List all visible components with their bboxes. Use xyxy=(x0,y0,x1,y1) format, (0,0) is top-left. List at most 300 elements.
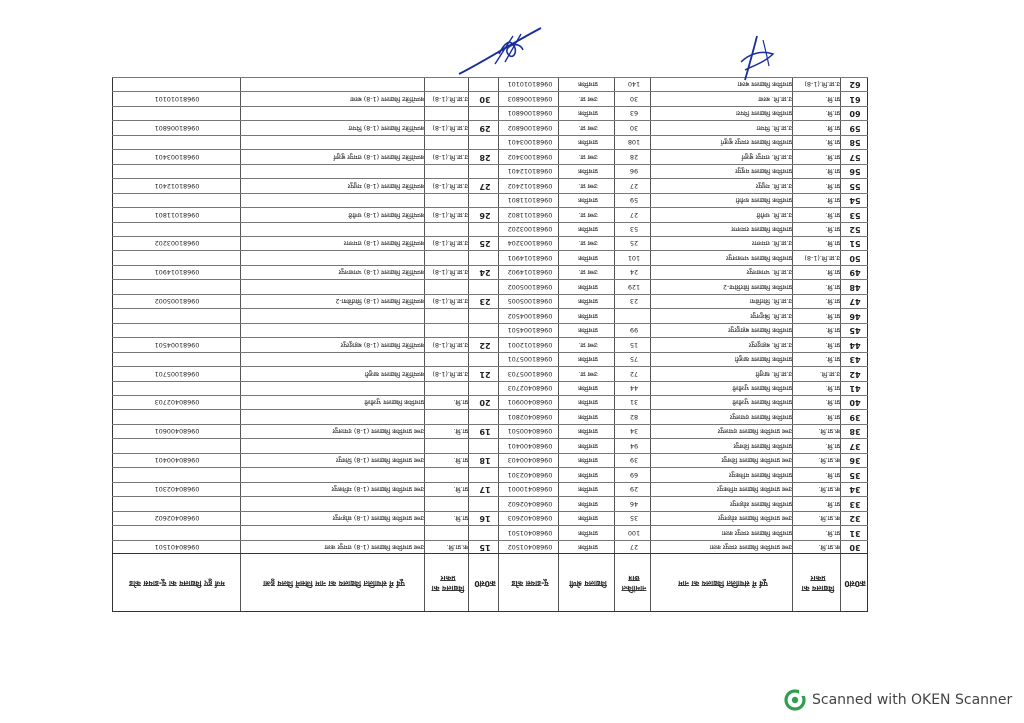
cell-cat: प्राथमिक xyxy=(578,412,598,421)
cell-n: 42 xyxy=(849,369,861,379)
cell-code2: 09680401501 xyxy=(154,543,200,551)
cell-type2 xyxy=(428,525,468,539)
cell-name2: कम्पोजिट विद्यालय (1-8) बरवा xyxy=(350,94,424,103)
cell-code2 xyxy=(114,77,240,91)
cell-name: प्राथमिक विद्यालय बरवा xyxy=(737,80,792,89)
cell-cat: प्राथमिक xyxy=(578,427,598,436)
cell-n: 53 xyxy=(849,210,861,220)
cell-type2 xyxy=(428,164,468,178)
cell-cat: प्राथमिक xyxy=(578,196,598,205)
cell-students: 35 xyxy=(629,514,639,523)
cell-name: प्राथमिक विद्यालय सोहनपुर xyxy=(730,499,792,508)
cell-type: प्रा.वि. xyxy=(825,210,840,219)
cell-type: प्रा.वि. xyxy=(825,196,840,205)
cell-code2: 09680400401 xyxy=(154,456,200,465)
cell-code2: 09681003202 xyxy=(154,239,200,248)
cell-code: 09680401501 xyxy=(507,528,553,537)
cell-name: प्राथमिक विद्यालय भुजौली xyxy=(732,384,792,392)
header-school-name: पूर्व में संचालित विद्यालय का नाम xyxy=(678,579,768,588)
cell-type2: क.प्रा.वि. xyxy=(446,543,468,551)
scanned-document xyxy=(112,77,868,612)
cell-code2 xyxy=(114,250,240,264)
cell-type2 xyxy=(428,193,468,207)
cell-n2: 19 xyxy=(479,427,491,437)
cell-name2: कम्पोजिट विद्यालय (1-8) धनौरी xyxy=(348,210,424,219)
cell-n2: 24 xyxy=(479,268,491,278)
cell-students: 28 xyxy=(629,152,639,161)
cell-name2: कम्पोजिट विद्यालय (1-8) सिरसिया-2 xyxy=(335,297,424,306)
cell-students xyxy=(618,308,650,322)
cell-cat: प्राथमिक xyxy=(578,528,598,537)
cell-cat: उच्च प्रा. xyxy=(578,152,598,161)
cell-type: प्रा.वि. xyxy=(825,109,840,118)
cell-students: 129 xyxy=(627,282,641,291)
cell-code: 09681005701 xyxy=(507,355,553,364)
cell-n2: 30 xyxy=(479,94,491,104)
cell-name: प्राथमिक विद्यालय भगवानपुर xyxy=(726,253,792,262)
cell-code2: 09680402301 xyxy=(154,485,200,494)
cell-n: 32 xyxy=(849,514,861,524)
cell-name: प्राथमिक विद्यालय खजुरी xyxy=(735,355,792,364)
cell-students: 69 xyxy=(629,470,639,479)
cell-code: 09681012401 xyxy=(507,167,553,176)
cell-n2: 22 xyxy=(479,340,491,350)
cell-code2: 09681005701 xyxy=(154,369,200,378)
cell-students: 53 xyxy=(629,225,639,233)
cell-code2 xyxy=(114,381,240,395)
cell-code2 xyxy=(114,164,240,178)
cell-students: 140 xyxy=(627,80,641,89)
cell-n2 xyxy=(472,525,498,539)
cell-type2: प्रा.वि. xyxy=(453,456,468,465)
cell-students: 82 xyxy=(629,412,639,421)
table-row xyxy=(112,467,868,481)
cell-type: प्रा.वि. xyxy=(825,340,840,349)
cell-name: उ.प्रा.वि. सिरसिया xyxy=(749,297,792,306)
cell-students: 24 xyxy=(629,268,639,277)
cell-cat: उच्च प्रा. xyxy=(578,210,598,219)
cell-code2: 09681011801 xyxy=(154,210,200,219)
table-row xyxy=(112,337,868,351)
cell-n2 xyxy=(472,193,498,207)
cell-name2: प्राथमिक विद्यालय भुजौली xyxy=(364,398,424,407)
cell-cat: उच्च प्रा. xyxy=(578,268,598,277)
cell-cat: प्राथमिक xyxy=(578,80,598,89)
cell-code: 09681006802 xyxy=(507,123,553,132)
cell-cat: प्राथमिक xyxy=(578,297,598,306)
cell-n: 33 xyxy=(849,499,861,509)
cell-name: उ.प्रा.वि. बरवा xyxy=(758,94,792,103)
cell-code: 09681014901 xyxy=(507,253,553,262)
cell-students: 59 xyxy=(629,196,639,205)
cell-n2 xyxy=(472,438,498,452)
cell-students: 15 xyxy=(629,340,639,349)
cell-n2: 18 xyxy=(479,456,491,466)
cell-name2: कम्पोजिट विद्यालय (1-8) पिपरा xyxy=(348,123,424,132)
cell-cat: उच्च प्रा. xyxy=(578,181,598,190)
cell-code: 09681012001 xyxy=(507,340,553,349)
cell-n2 xyxy=(472,308,498,322)
cell-code: 09680402703 xyxy=(507,384,553,392)
cell-code: 09681012402 xyxy=(507,181,553,190)
cell-name: प्राथमिक विद्यालय बहादुरपुर xyxy=(728,326,792,335)
cell-n2: 15 xyxy=(479,543,491,552)
cell-type2: उ.प्रा.वि.(1-8) xyxy=(432,123,468,132)
cell-students: 63 xyxy=(629,109,639,118)
watermark-text: Scanned with OKEN Scanner xyxy=(812,692,1013,708)
table-row xyxy=(112,438,868,452)
cell-name: प्राथमिक विद्यालय रामपुर कला xyxy=(721,528,792,537)
cell-name2 xyxy=(244,279,424,293)
cell-n2 xyxy=(472,323,498,337)
cell-n2: 28 xyxy=(479,152,491,162)
cell-name2 xyxy=(244,106,424,120)
cell-cat: प्राथमिक xyxy=(578,109,598,118)
cell-students: 27 xyxy=(629,543,639,551)
cell-name2: उच्च प्राथमिक विद्यालय (1-8) सोहनपुर xyxy=(332,514,424,523)
cell-cat: उच्च प्रा. xyxy=(578,369,598,378)
table-row xyxy=(112,496,868,510)
cell-cat: प्राथमिक xyxy=(578,282,598,291)
cell-name2 xyxy=(244,352,424,366)
cell-code2 xyxy=(114,438,240,452)
cell-name2: कम्पोजिट विद्यालय (1-8) भगवानपुर xyxy=(338,268,424,277)
cell-code2 xyxy=(114,525,240,539)
cell-n: 44 xyxy=(849,340,861,350)
cell-code: 09681011801 xyxy=(507,196,553,205)
table-row xyxy=(112,381,868,395)
cell-code2 xyxy=(114,352,240,366)
cell-type2 xyxy=(428,381,468,395)
cell-code2: 09681003401 xyxy=(154,152,200,161)
cell-code2 xyxy=(114,467,240,481)
table-row xyxy=(112,366,868,380)
cell-name: प्राथमिक विद्यालय मनिकपुर xyxy=(729,470,792,479)
cell-type2: उ.प्रा.वि.(1-8) xyxy=(432,369,468,378)
cell-cat: प्राथमिक xyxy=(578,499,598,508)
cell-code: 09680400901 xyxy=(507,398,553,407)
cell-n: 61 xyxy=(849,94,861,104)
cell-type: प्रा.वि. xyxy=(825,470,840,479)
cell-students: 30 xyxy=(629,123,639,132)
cell-code: 09681003402 xyxy=(507,152,553,161)
cell-cat: प्राथमिक xyxy=(578,225,598,233)
cell-cat: प्राथमिक xyxy=(578,138,598,147)
cell-code2: 09681010101 xyxy=(154,94,200,103)
cell-n: 45 xyxy=(849,326,861,336)
cell-code2: 09680402602 xyxy=(154,514,200,523)
cell-code2 xyxy=(114,222,240,236)
cell-cat: प्राथमिक xyxy=(578,384,598,392)
cell-name: उ.प्रा.वि. बहादुरपुर xyxy=(748,340,792,349)
table-row xyxy=(112,193,868,207)
cell-type2 xyxy=(428,467,468,481)
cell-n2: 17 xyxy=(479,485,491,495)
cell-n: 41 xyxy=(849,384,861,393)
cell-type2: उ.प्रा.वि.(1-8) xyxy=(432,94,468,103)
cell-type2: उ.प्रा.वि.(1-8) xyxy=(432,239,468,248)
cell-students: 72 xyxy=(629,369,639,378)
cell-cat: उच्च प्रा. xyxy=(578,239,598,248)
cell-name2: कम्पोजिट विद्यालय खजुरी xyxy=(364,369,424,378)
cell-type: प्रा.वि. xyxy=(825,138,840,147)
cell-type2 xyxy=(428,222,468,236)
cell-n: 51 xyxy=(849,239,861,249)
cell-name: उ.प्रा.वि. खजुरी xyxy=(755,369,792,378)
cell-name: उ.प्रा.वि. भगवानपुर xyxy=(746,268,792,277)
cell-type2: उ.प्रा.वि.(1-8) xyxy=(432,268,468,277)
cell-students: 27 xyxy=(629,210,639,219)
cell-cat: उच्च प्रा. xyxy=(578,123,598,132)
cell-type: उ.प्रा.वि.(1-8) xyxy=(804,253,840,262)
table-row xyxy=(112,352,868,366)
cell-type: क.प्रा.वि. xyxy=(818,543,840,551)
cell-n: 55 xyxy=(849,181,861,191)
cell-name2 xyxy=(244,496,424,510)
cell-name2: उच्च प्राथमिक विद्यालय (1-8) शिवपुर xyxy=(335,456,424,465)
cell-code: 09681003202 xyxy=(507,225,553,233)
cell-cat: प्राथमिक xyxy=(578,543,598,551)
cell-n2 xyxy=(472,352,498,366)
oken-scanner-logo-icon xyxy=(784,689,806,711)
cell-n: 46 xyxy=(849,311,861,321)
cell-name2: कम्पोजिट विद्यालय (1-8) रामनगर xyxy=(343,239,424,248)
cell-n: 58 xyxy=(849,138,861,148)
table-row xyxy=(112,453,868,467)
cell-code: 09680401502 xyxy=(507,543,553,551)
table-row xyxy=(112,207,868,221)
cell-type: प्रा.वि. xyxy=(825,167,840,176)
cell-students: 96 xyxy=(629,167,639,176)
cell-name2 xyxy=(244,250,424,264)
table-row xyxy=(112,424,868,438)
cell-n: 34 xyxy=(849,485,861,495)
cell-n2: 21 xyxy=(479,369,491,379)
cell-n: 31 xyxy=(849,528,861,538)
cell-name2 xyxy=(244,164,424,178)
cell-type: उ.प्रा.वि. xyxy=(819,369,840,378)
cell-n2 xyxy=(472,135,498,149)
cell-code: 09680402301 xyxy=(507,470,553,479)
cell-code: 09680400501 xyxy=(507,427,553,436)
cell-n: 57 xyxy=(849,152,861,162)
cell-type: प्रा.वि. xyxy=(825,152,840,161)
cell-n: 38 xyxy=(849,427,861,437)
cell-code2 xyxy=(114,496,240,510)
cell-code: 09680402603 xyxy=(507,514,553,523)
cell-type: प्रा.वि. xyxy=(825,441,840,450)
cell-code: 09681004502 xyxy=(507,311,553,320)
cell-cat: उच्च प्रा. xyxy=(578,340,598,349)
cell-code: 09681004501 xyxy=(507,326,553,335)
cell-type2 xyxy=(428,409,468,423)
cell-code: 09681005005 xyxy=(507,297,553,306)
table-row xyxy=(112,164,868,178)
cell-name: उ.प्रा.वि. पिपरा xyxy=(756,123,792,132)
table-row xyxy=(112,135,868,149)
cell-students: 29 xyxy=(629,485,639,494)
rotated-page-content xyxy=(112,77,868,612)
cell-type2 xyxy=(428,323,468,337)
cell-type2 xyxy=(428,250,468,264)
cell-code: 09681011802 xyxy=(507,210,553,219)
cell-name2: उच्च प्राथमिक विद्यालय (1-8) दयालपुर xyxy=(332,427,424,436)
cell-name: उ.प्रा.वि. रामनगर xyxy=(752,239,792,248)
cell-name: प्राथमिक विद्यालय धनौरी xyxy=(735,196,792,205)
cell-name2: उच्च प्राथमिक विद्यालय (1-8) रामपुर कला xyxy=(324,543,424,551)
cell-type: प्रा.वि. xyxy=(825,398,840,407)
cell-n: 56 xyxy=(849,167,861,177)
header-merged-school-name: पूर्व में संचालित विद्यालय का नाम जिसमें विलय हुआ xyxy=(263,579,405,588)
cell-name: उच्च प्राथमिक विद्यालय सोहनपुर xyxy=(718,514,792,523)
cell-type2: प्रा.वि. xyxy=(453,398,468,407)
cell-name: प्राथमिक विद्यालय दयालपुर xyxy=(729,412,792,421)
cell-name: उ.प्रा.वि. धनौरी xyxy=(756,210,792,219)
cell-type: उ.प्रा.वि.(1-8) xyxy=(804,80,840,89)
cell-cat: प्राथमिक xyxy=(578,398,598,407)
cell-name2: कम्पोजिट विद्यालय (1-8) मधुपुर xyxy=(347,181,424,190)
cell-n2: 23 xyxy=(479,297,491,307)
header-category: विद्यालय श्रेणी xyxy=(569,579,607,588)
cell-code2 xyxy=(114,135,240,149)
header-udise-code: यू-डायस कोड xyxy=(511,579,549,588)
cell-n: 49 xyxy=(849,268,861,278)
cell-name2 xyxy=(244,409,424,423)
cell-students: 30 xyxy=(629,94,639,103)
cell-type2: उ.प्रा.वि.(1-8) xyxy=(432,340,468,349)
cell-code: 09680400403 xyxy=(507,456,553,465)
cell-type: प्रा.वि. xyxy=(825,355,840,364)
cell-name2 xyxy=(244,222,424,236)
cell-n2 xyxy=(472,467,498,481)
cell-name: उच्च प्राथमिक विद्यालय रामपुर कला xyxy=(709,543,792,551)
cell-code: 09680400401 xyxy=(507,441,553,450)
cell-code: 09681005002 xyxy=(507,282,553,291)
cell-cat: प्राथमिक xyxy=(578,485,598,494)
cell-name2 xyxy=(244,438,424,452)
cell-students: 44 xyxy=(629,384,639,392)
cell-students: 23 xyxy=(629,297,639,306)
table-row xyxy=(112,308,868,322)
cell-code: 09681010101 xyxy=(507,80,553,89)
cell-name: उच्च प्राथमिक विद्यालय मनिकपुर xyxy=(717,485,792,494)
cell-name2 xyxy=(244,467,424,481)
cell-students: 75 xyxy=(629,355,639,364)
cell-code2 xyxy=(114,106,240,120)
cell-name2 xyxy=(244,193,424,207)
cell-type: प्रा.वि. xyxy=(825,311,840,320)
cell-n: 59 xyxy=(849,123,861,133)
cell-name: उच्च प्राथमिक विद्यालय शिवपुर xyxy=(721,456,792,465)
table-row xyxy=(112,540,868,554)
cell-n: 52 xyxy=(849,225,861,234)
cell-type2: उ.प्रा.वि.(1-8) xyxy=(432,210,468,219)
signature-mark xyxy=(455,24,545,80)
cell-type: प्रा.वि. xyxy=(825,412,840,421)
cell-type: क.प्रा.वि. xyxy=(818,456,840,465)
cell-name: प्राथमिक विद्यालय शिवपुर xyxy=(733,441,792,450)
cell-cat: प्राथमिक xyxy=(578,355,598,364)
table-row xyxy=(112,222,868,236)
cell-name: प्राथमिक विद्यालय रामपुर बुजुर्ग xyxy=(720,138,792,147)
cell-n: 40 xyxy=(849,398,861,408)
header-col-no: क्र0सं0 xyxy=(844,579,866,588)
header-merged-code: मर्ज हुए विद्यालय का यू-डायस कोड xyxy=(129,579,225,588)
cell-n2 xyxy=(472,250,498,264)
cell-name2 xyxy=(244,323,424,337)
cell-type2 xyxy=(428,352,468,366)
cell-n2: 20 xyxy=(479,398,491,408)
cell-n2 xyxy=(472,279,498,293)
cell-code: 09681003401 xyxy=(507,138,553,147)
cell-n2: 16 xyxy=(479,514,491,524)
cell-type2: उ.प्रा.वि.(1-8) xyxy=(432,152,468,161)
header-type: विद्यालय का प्रकार xyxy=(801,574,835,593)
cell-type: प्रा.वि. xyxy=(825,282,840,291)
cell-n: 50 xyxy=(849,253,861,263)
cell-code2: 09681004501 xyxy=(154,340,200,349)
table-row xyxy=(112,482,868,496)
cell-code2 xyxy=(114,409,240,423)
cell-type: क.प्रा.वि. xyxy=(818,485,840,494)
cell-type2 xyxy=(428,496,468,510)
cell-cat: प्राथमिक xyxy=(578,514,598,523)
cell-type: प्रा.वि. xyxy=(825,528,840,537)
cell-students: 108 xyxy=(627,138,641,147)
cell-name: प्राथमिक विद्यालय मधुपुर xyxy=(735,167,792,176)
cell-n: 39 xyxy=(849,412,861,422)
cell-name: प्राथमिक विद्यालय पिपरा xyxy=(736,109,792,118)
table-row xyxy=(112,178,868,192)
cell-n: 47 xyxy=(849,297,861,307)
initials-mark xyxy=(735,32,781,84)
cell-name2 xyxy=(244,525,424,539)
cell-name2: कम्पोजिट विद्यालय (1-8) रामपुर बुजुर्ग xyxy=(333,152,424,161)
cell-cat: प्राथमिक xyxy=(578,441,598,450)
cell-type2 xyxy=(428,308,468,322)
header-type-b: विद्यालय का प्रकार xyxy=(431,574,465,593)
cell-code2 xyxy=(114,193,240,207)
cell-students: 31 xyxy=(629,398,639,407)
cell-code: 09681005703 xyxy=(507,369,553,378)
cell-n: 35 xyxy=(849,470,861,480)
table-row xyxy=(112,323,868,337)
cell-n: 37 xyxy=(849,441,861,451)
cell-name: उ.प्रा.वि. बिशुनपुर xyxy=(750,311,792,320)
cell-type: क.प्रा.वि. xyxy=(818,514,840,523)
cell-cat: उच्च प्रा. xyxy=(578,94,598,103)
cell-type: प्रा.वि. xyxy=(825,181,840,190)
table-row xyxy=(112,265,868,279)
cell-code2: 09681014901 xyxy=(154,268,200,277)
cell-code2 xyxy=(114,323,240,337)
table-row xyxy=(112,511,868,525)
cell-type: प्रा.वि. xyxy=(825,326,840,335)
cell-type: प्रा.वि. xyxy=(825,225,840,233)
cell-students: 100 xyxy=(627,528,641,537)
cell-students: 34 xyxy=(629,427,639,436)
cell-code2 xyxy=(114,308,240,322)
cell-type2 xyxy=(428,135,468,149)
cell-n2: 29 xyxy=(479,123,491,133)
cell-n2 xyxy=(472,496,498,510)
table-row xyxy=(112,250,868,264)
cell-n: 30 xyxy=(849,543,861,552)
cell-n2 xyxy=(472,164,498,178)
cell-type: प्रा.वि. xyxy=(825,239,840,248)
cell-n2 xyxy=(472,381,498,395)
cell-n: 48 xyxy=(849,282,861,292)
